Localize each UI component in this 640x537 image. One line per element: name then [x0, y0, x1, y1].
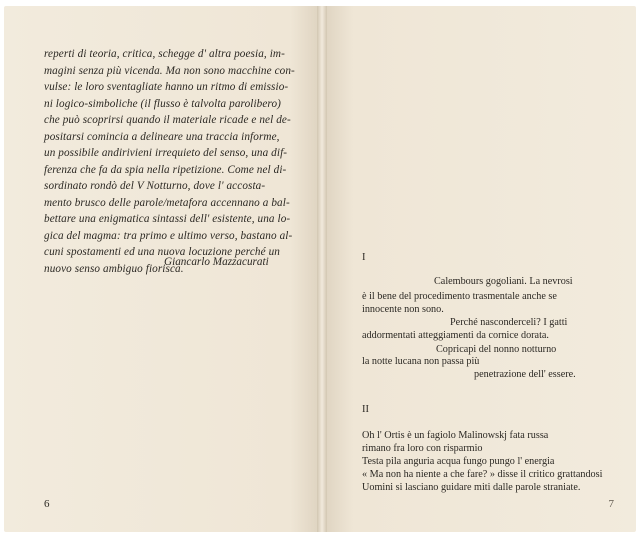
- essay-line: sordinato rondò del V Notturno, dove l' accosta-: [44, 180, 266, 192]
- page-number-left: 6: [44, 498, 50, 510]
- poem-line: innocente non sono.: [362, 304, 444, 315]
- essay-line: che può scoprirsi quando il materiale ricade e nel de-: [44, 114, 291, 126]
- essay-line: ni logico-simboliche (il flusso è talvolta parolibero): [44, 97, 281, 110]
- poem-line: Oh l' Ortis è un fagiolo Malinowskj fata russa: [362, 430, 549, 441]
- author-signature: Giancarlo Mazzacurati: [164, 256, 269, 268]
- essay-line: vulse: le loro sventagliate hanno un ritmo di emissio-: [44, 81, 289, 93]
- page-number-right: 7: [608, 498, 614, 510]
- essay-line: mento brusco delle parole/metafora accennano a bal-: [44, 196, 290, 209]
- book-spread: [4, 6, 636, 532]
- poem-line: rimano fra loro con risparmio: [362, 443, 483, 454]
- essay-line: magini senza più vicenda. Ma non sono macchine con-: [44, 64, 295, 77]
- section-heading-2: II: [362, 404, 369, 415]
- essay-line: positarsi comincia a delineare una traccia informe,: [44, 130, 280, 143]
- right-page: [322, 6, 636, 532]
- book-gutter: [317, 6, 327, 532]
- essay-line: un possibile andirivieni irrequieto del senso, una dif-: [44, 147, 288, 159]
- poem-line: Perché nasconderceli? I gatti: [450, 317, 568, 328]
- essay-line: reperti di teoria, critica, schegge d' altra poesia, im-: [44, 48, 285, 60]
- poem-line: è il bene del procedimento trasmentale anche se: [362, 291, 557, 302]
- essay-text: [44, 46, 294, 277]
- poem-line: Calembours gogoliani. La nevrosi: [434, 276, 573, 287]
- poem-line: Copricapi del nonno notturno: [436, 344, 557, 355]
- section-heading-1: I: [362, 252, 366, 263]
- left-page: [4, 6, 322, 532]
- poem-line: la notte lucana non passa più: [362, 356, 480, 367]
- essay-line: bettare una enigmatica sintassi dell' esistente, una lo-: [44, 213, 291, 225]
- poem-line: addormentati atteggiamenti da cornice dorata.: [362, 330, 549, 341]
- poem-line: penetrazione dell' essere.: [474, 369, 576, 380]
- poem-line: Testa pila anguria acqua fungo pungo l' energia: [362, 456, 555, 467]
- essay-line: nuovo senso ambiguo fiorisca.: [44, 262, 184, 275]
- essay-line: ferenza che fa da spia nella ripetizione. Come nel di-: [44, 163, 287, 176]
- poem-line: Uomini si lasciano guidare miti dalle parole straniate.: [362, 482, 581, 493]
- essay-line: gica del magma: tra primo e ultimo verso, bastano al-: [44, 229, 293, 242]
- essay-line: cuni spostamenti ed una nuova locuzione perché un: [44, 246, 280, 258]
- poem-line: « Ma non ha niente a che fare? » disse il critico grattandosi: [362, 469, 603, 480]
